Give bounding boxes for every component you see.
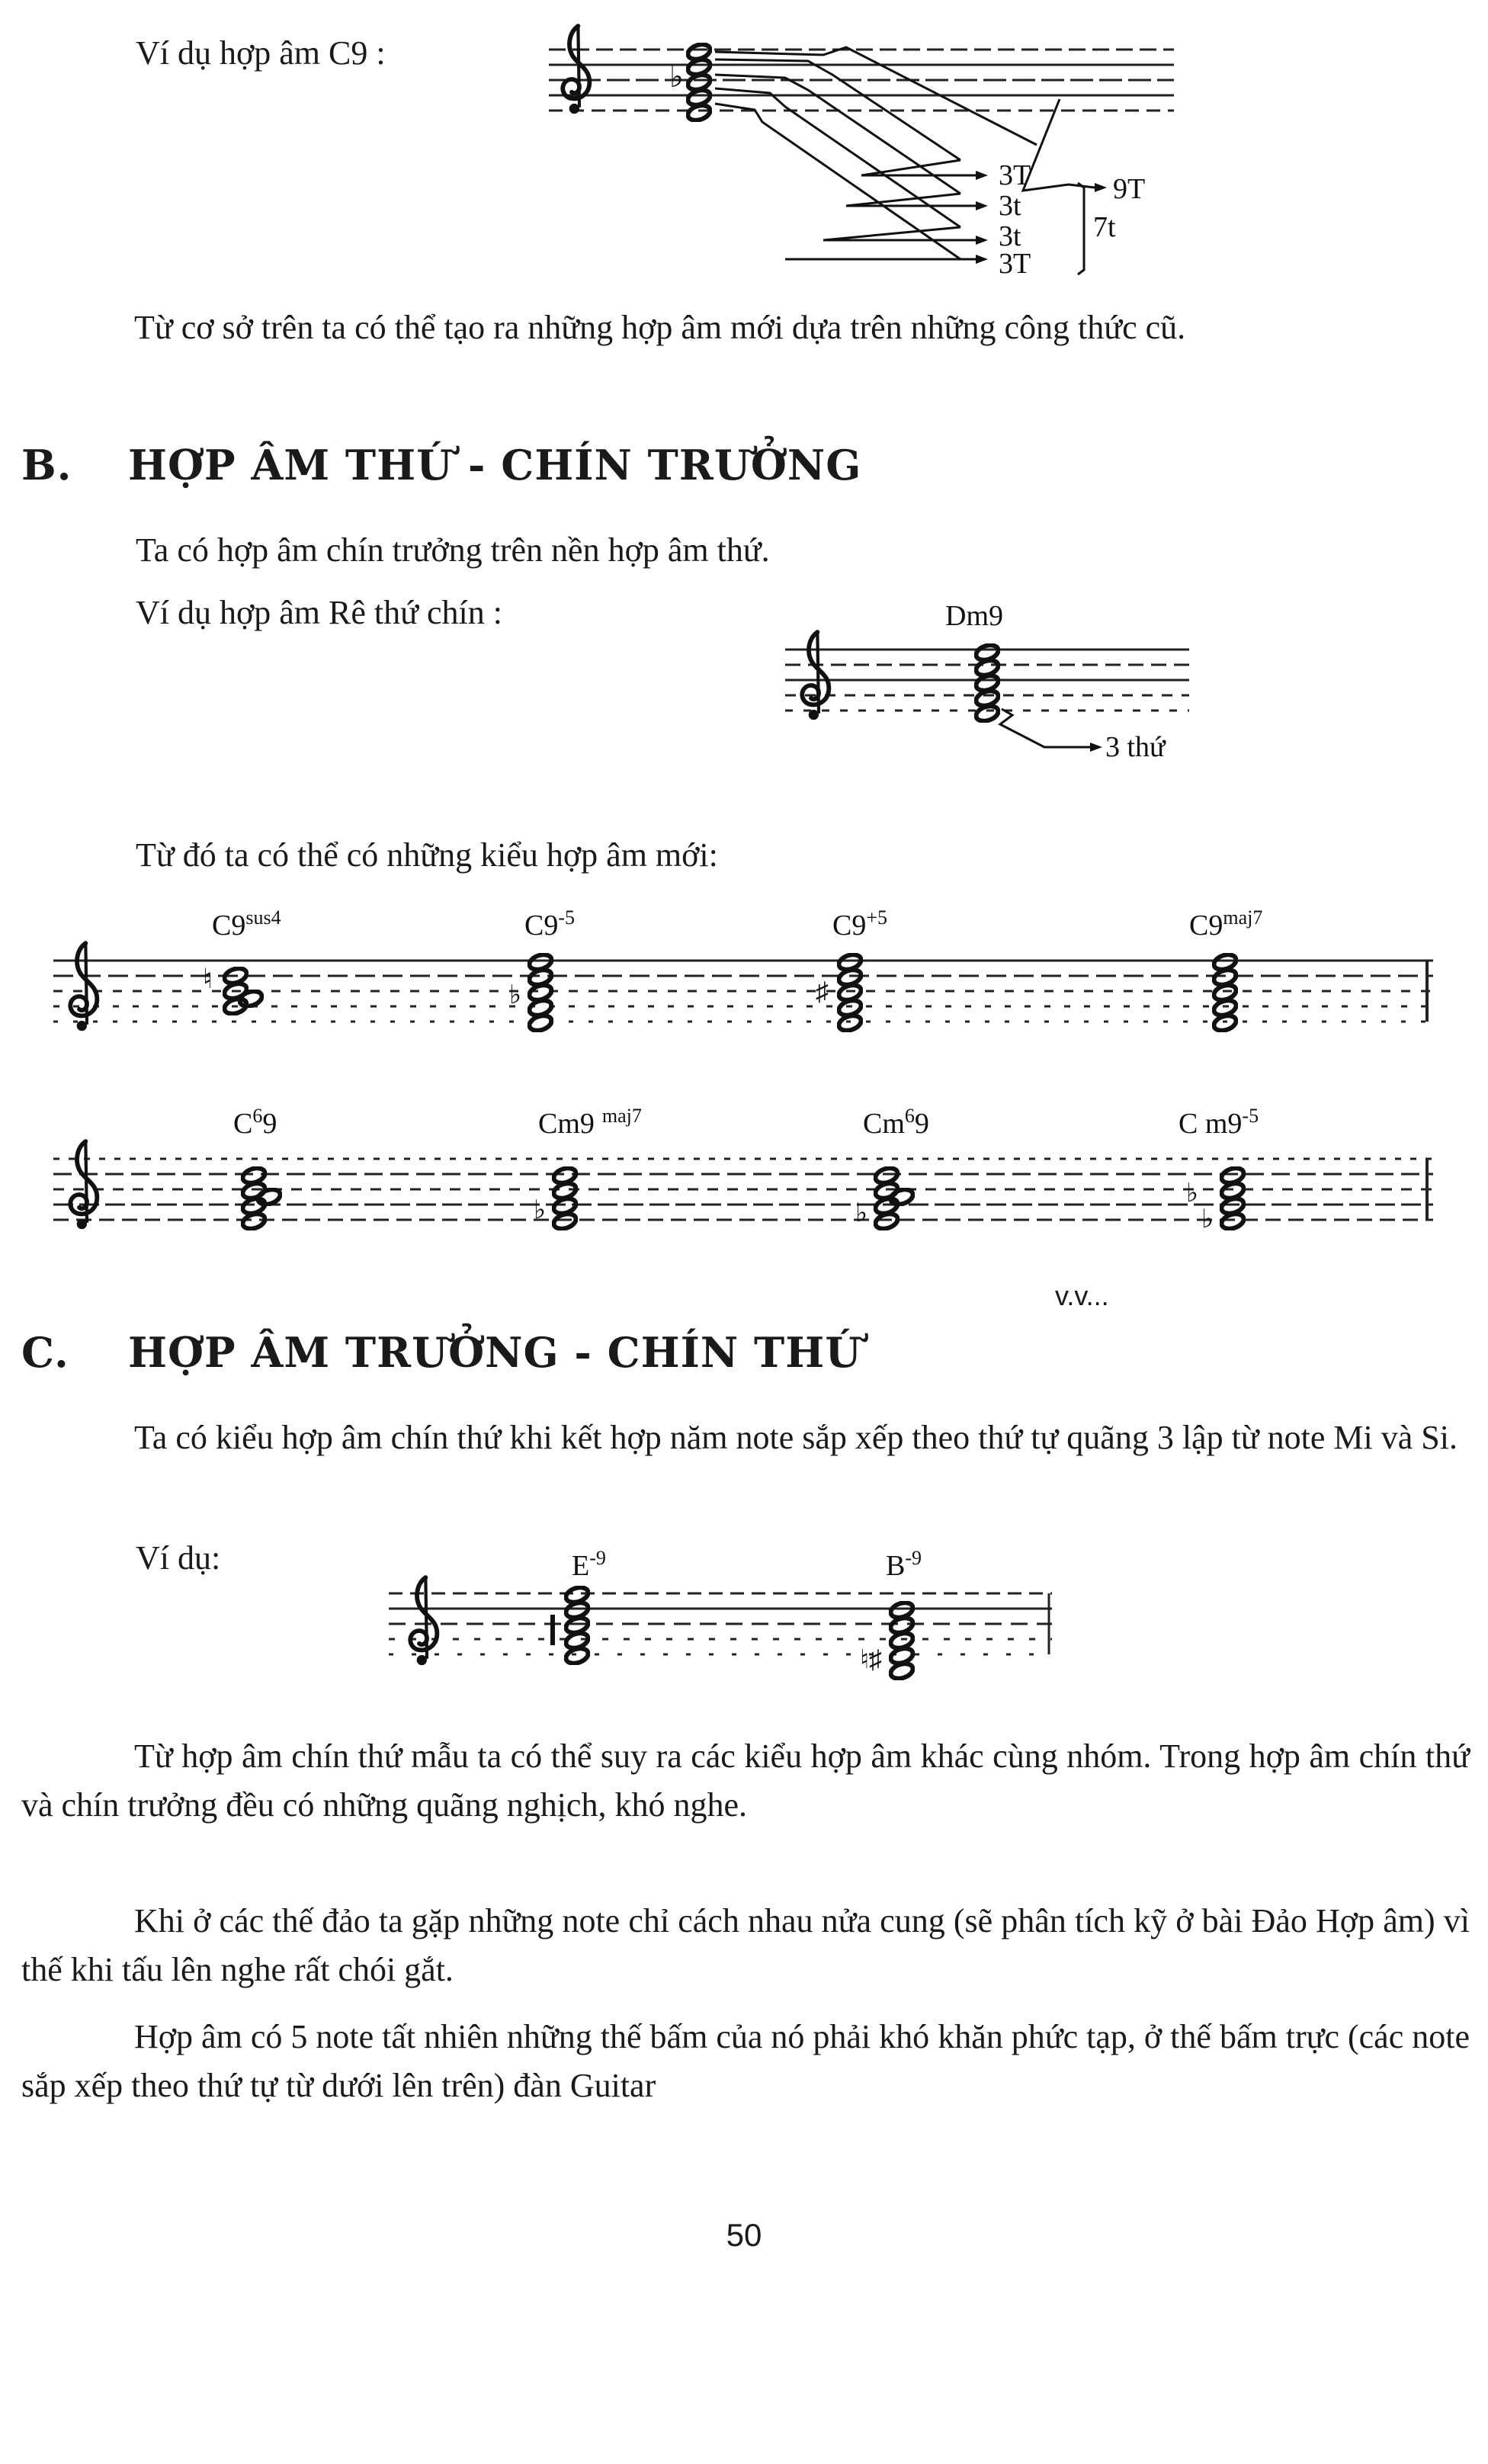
svg-text:♭: ♭ <box>534 1196 547 1224</box>
chord-name-base: C9 <box>212 910 246 942</box>
dm9-staff <box>778 595 1204 778</box>
paragraph-intro: Từ cơ sở trên ta có thể tạo ra những hợp âm mới dựa trên những công thức cũ. <box>134 309 1186 346</box>
etc-label: v.v... <box>1055 1280 1109 1311</box>
svg-text:C9maj7: $C9^{maj7}$ <box>1189 906 1263 942</box>
svg-text:♭: ♭ <box>509 981 522 1009</box>
chord-row-2 <box>46 1098 1441 1250</box>
chord-c69 <box>233 1105 282 1231</box>
chord-row-1 <box>46 900 1441 1052</box>
svg-text:Cm9maj7: Cm9 $^{maj7}$ <box>538 1105 642 1140</box>
treble-clef-icon <box>70 943 97 1031</box>
section-b-line2: Từ đó ta có thể có những kiểu hợp âm mới: <box>136 836 718 874</box>
interval-label-2: 3t <box>999 190 1021 222</box>
chord-b-9 <box>860 1547 922 1681</box>
svg-text:♮: ♮ <box>203 964 213 994</box>
section-b-title: HỢP ÂM THỨ - CHÍN TRƯỞNG <box>128 441 862 489</box>
chord-c9+5 <box>816 906 887 1033</box>
svg-text:C69: $C^69$ <box>233 1105 277 1140</box>
ninth-label: 9T <box>1113 173 1146 205</box>
interval-label-3: 3t <box>999 220 1021 252</box>
svg-text:C9-5: $C9^{-5}$ <box>524 906 576 942</box>
minor-ninth-staff <box>381 1532 1067 1700</box>
svg-text:♯: ♯ <box>816 978 829 1006</box>
svg-text:♭: ♭ <box>1186 1179 1199 1208</box>
dm9-chord-name: Dm9 <box>945 600 1003 632</box>
chord-cm69 <box>855 1105 929 1231</box>
chord-cm9-5 <box>1179 1105 1259 1234</box>
chord-cm9maj7 <box>534 1105 642 1231</box>
paragraph-3: Khi ở các thế đảo ta gặp những note chỉ cách nhau nửa cung (sẽ phân tích kỹ ở bài Đảo Hợp âm) vì thế khi tấu lên nghe rất chói gắt. <box>21 1902 1470 1988</box>
svg-text:♭: ♭ <box>1201 1205 1214 1234</box>
section-c-letter: C. <box>21 1328 69 1377</box>
c9-example-label: Ví dụ hợp âm C9 : <box>136 34 386 72</box>
seventh-label: 7t <box>1093 211 1116 243</box>
treble-clef-icon <box>563 26 589 114</box>
svg-text:C9sus4 <box>212 906 281 942</box>
svg-text:♮♯: ♮♯ <box>860 1646 883 1674</box>
section-c-paragraph: Ta có kiểu hợp âm chín thứ khi kết hợp năm note sắp xếp theo thứ tự quãng 3 lập từ note Mi và Si. <box>134 1419 1458 1456</box>
paragraph-4: Hợp âm có 5 note tất nhiên những thế bấm của nó phải khó khăn phức tạp, ở thế bấm trực (các note sắp xếp theo thứ tự từ dưới lên trên) đàn Guitar <box>21 2018 1470 2104</box>
section-c-heading <box>21 1328 861 1377</box>
svg-text:E-9: $E^{-9}$ <box>572 1547 606 1582</box>
chord-e-9 <box>550 1547 606 1666</box>
interval-label-4: 3T <box>999 248 1031 280</box>
section-c-title: HỢP ÂM TRƯỞNG - CHÍN THỨ <box>128 1328 862 1377</box>
svg-text:B-9: $B^{-9}$ <box>886 1547 922 1582</box>
dm9-interval-note: 3 thứ <box>1105 731 1166 763</box>
page-number: 50 <box>726 2217 762 2253</box>
section-b-line1: Ta có hợp âm chín trưởng trên nền hợp âm thứ. <box>136 531 770 569</box>
section-b-letter: B. <box>21 441 72 489</box>
treble-clef-icon <box>410 1577 437 1665</box>
section-c-example-label: Ví dụ: <box>136 1539 221 1577</box>
svg-text:C9+5: $C9^{+5}$ <box>832 906 888 942</box>
chord-c9maj7 <box>1189 906 1262 1033</box>
paragraph-2: Từ hợp âm chín thứ mẫu ta có thể suy ra các kiểu hợp âm khác cùng nhóm. Trong hợp âm chín thứ và chín trưởng đều có những quãng nghịch, khó nghe. <box>21 1737 1470 1824</box>
c9-interval-diagram <box>534 8 1220 282</box>
svg-text:♭: ♭ <box>669 59 684 94</box>
svg-text:Cm69: Cm$^6$9 <box>863 1105 929 1140</box>
section-b-example-label: Ví dụ hợp âm Rê thứ chín : <box>136 594 502 631</box>
chord-name-sup: sus4 <box>245 906 281 929</box>
chord-c9-5 <box>509 906 575 1033</box>
svg-text:♭: ♭ <box>855 1199 868 1227</box>
interval-label-1: 3T <box>999 159 1031 191</box>
treble-clef-icon <box>70 1141 97 1229</box>
section-b-heading <box>21 441 861 489</box>
treble-clef-icon <box>802 632 829 720</box>
svg-text:C m9-5: C $m9^{-5}$ <box>1179 1105 1259 1140</box>
